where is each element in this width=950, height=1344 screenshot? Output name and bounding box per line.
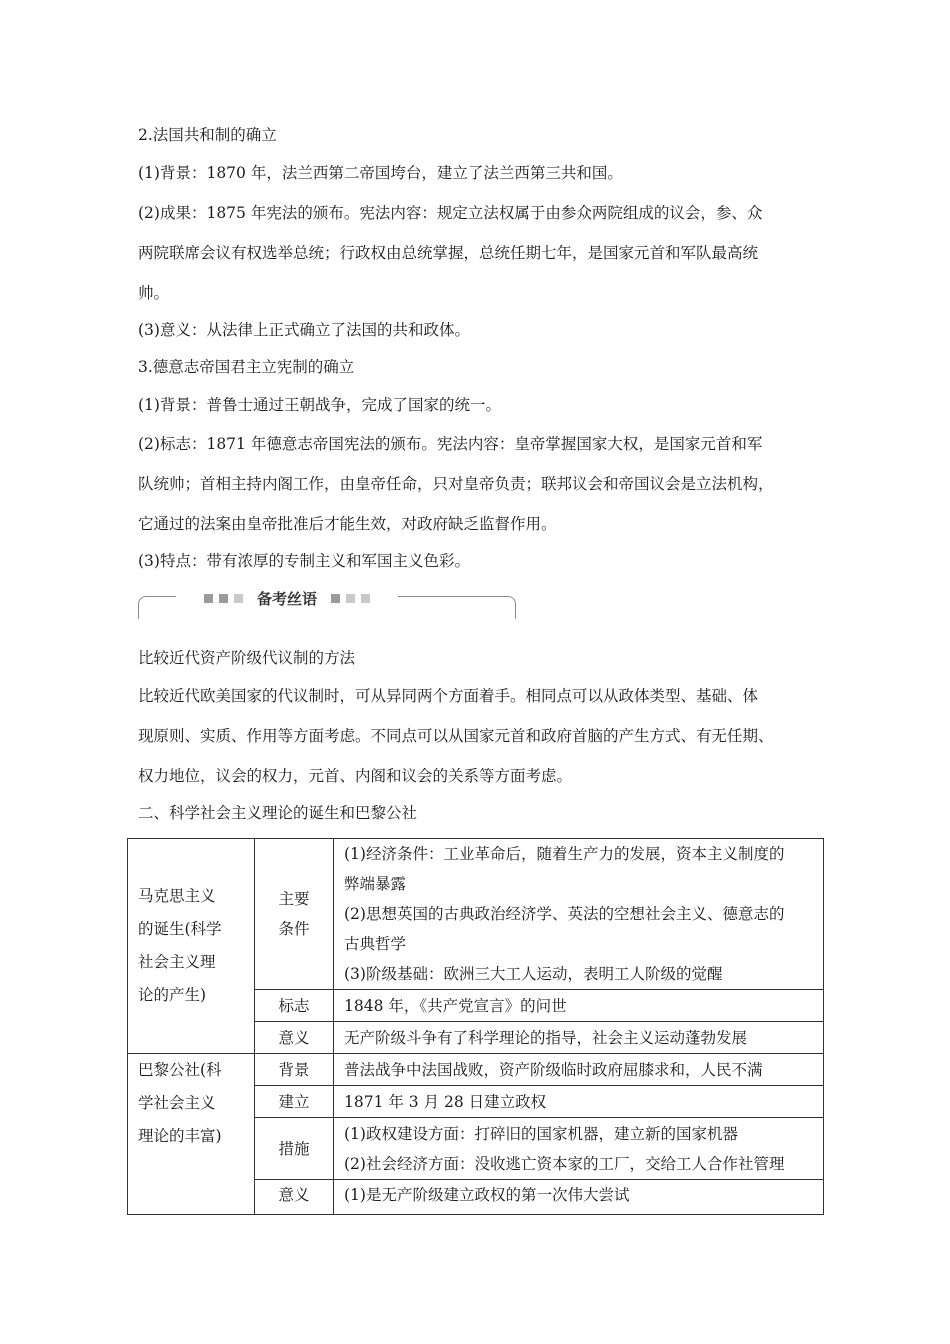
measures-content-cell [334, 1118, 824, 1180]
tip-heading: 比较近代资产阶级代议制的方法 [138, 649, 356, 667]
paragraph-france-significance: (3)意义：从法律上正式确立了法国的共和政体。 [138, 321, 470, 339]
founding-label-cell: 建立 [255, 1086, 334, 1118]
measures-line: (2)社会经济方面：没收逃亡资本家的工厂，交给工人合作社管理 [344, 1154, 785, 1173]
square-icon [204, 594, 213, 603]
tip-line-1: 比较近代欧美国家的代议制时，可从异同两个方面着手。相同点可以从政体类型、基础、体 [138, 687, 759, 705]
background-label-cell: 背景 [255, 1054, 334, 1086]
square-icon [219, 594, 228, 603]
tip-line-3: 权力地位，议会的权力，元首、内阁和议会的关系等方面考虑。 [138, 767, 573, 785]
marx-label-cell [128, 839, 255, 1054]
measures-label-cell: 措施 [255, 1118, 334, 1180]
paragraph-germany-symbol-line3: 它通过的法案由皇帝批准后才能生效，对政府缺乏监督作用。 [138, 515, 557, 533]
symbol-label-cell: 标志 [255, 990, 334, 1022]
square-icon [346, 594, 355, 603]
paragraph-germany-feature: (3)特点：带有浓厚的专制主义和军国主义色彩。 [138, 552, 470, 570]
conditions-label-line: 条件 [278, 920, 310, 938]
measures-line: (1)政权建设方面：打碎旧的国家机器，建立新的国家机器 [344, 1124, 738, 1143]
marxism-commune-table [127, 838, 824, 1215]
heading-section-two: 二、科学社会主义理论的诞生和巴黎公社 [138, 804, 418, 822]
commune-label-line: 巴黎公社(科 [138, 1061, 222, 1079]
tip-line-2: 现原则、实质、作用等方面考虑。不同点可以从国家元首和政府首脑的产生方式、有无任期、 [138, 727, 774, 745]
marx-significance-label-cell: 意义 [255, 1022, 334, 1054]
paragraph-germany-background: (1)背景：普鲁士通过王朝战争，完成了国家的统一。 [138, 396, 501, 414]
marx-label-line: 的诞生(科学 [138, 920, 222, 938]
paragraph-germany-symbol-line1: (2)标志：1871 年德意志帝国宪法的颁布。宪法内容：皇帝掌握国家大权，是国家元首和军 [138, 435, 763, 453]
paragraph-france-background: (1)背景：1870 年，法兰西第二帝国垮台，建立了法兰西第三共和国。 [138, 164, 623, 182]
symbol-content-cell: 1848 年，《共产党宣言》的问世 [334, 990, 824, 1022]
commune-label-line: 学社会主义 [138, 1094, 216, 1112]
conditions-line: 古典哲学 [344, 935, 407, 953]
marx-significance-content-cell: 无产阶级斗争有了科学理论的指导，社会主义运动蓬勃发展 [334, 1022, 824, 1054]
square-icon [234, 594, 243, 603]
founding-content-cell: 1871 年 3 月 28 日建立政权 [334, 1086, 824, 1118]
tip-box-band [176, 588, 398, 608]
conditions-content-cell [334, 839, 824, 990]
table-row [128, 839, 824, 990]
square-icon [361, 594, 370, 603]
marx-label-line: 社会主义理 [138, 953, 216, 971]
conditions-label-cell [255, 839, 334, 990]
commune-significance-label-cell: 意义 [255, 1180, 334, 1215]
background-content-cell: 普法战争中法国战败，资产阶级临时政府屈膝求和，人民不满 [334, 1054, 824, 1086]
conditions-line: (3)阶级基础：欧洲三大工人运动，表明工人阶级的觉醒 [344, 965, 723, 983]
square-icon [331, 594, 340, 603]
paragraph-france-result-line1: (2)成果：1875 年宪法的颁布。宪法内容：规定立法权属于由参众两院组成的议会，参、众 [138, 204, 763, 222]
tip-box-title: 备考丝语 [256, 589, 317, 608]
conditions-line: (1)经济条件：工业革命后，随着生产力的发展，资本主义制度的 [344, 845, 785, 863]
conditions-line: 弊端暴露 [344, 875, 407, 893]
marx-label-line: 论的产生) [138, 986, 207, 1004]
paragraph-france-result-line3: 帅。 [138, 284, 170, 302]
paragraph-germany-symbol-line2: 队统帅；首相主持内阁工作，由皇帝任命，只对皇帝负责；联邦议会和帝国议会是立法机构， [138, 475, 774, 493]
commune-label-cell [128, 1054, 255, 1215]
tip-box-header [138, 588, 516, 620]
conditions-label-line: 主要 [278, 890, 310, 908]
paragraph-france-result-line2: 两院联席会议有权选举总统；行政权由总统掌握，总统任期七年，是国家元首和军队最高统 [138, 244, 759, 262]
marx-label-line: 马克思主义 [138, 887, 216, 905]
commune-significance-content-cell: (1)是无产阶级建立政权的第一次伟大尝试 [334, 1180, 824, 1215]
heading-germany-monarchy: 3.德意志帝国君主立宪制的确立 [138, 358, 355, 376]
table-row [128, 1054, 824, 1086]
conditions-line: (2)思想英国的古典政治经济学、英法的空想社会主义、德意志的 [344, 905, 785, 923]
heading-france-republic: 2.法国共和制的确立 [138, 126, 277, 144]
commune-label-line: 理论的丰富) [138, 1127, 222, 1145]
